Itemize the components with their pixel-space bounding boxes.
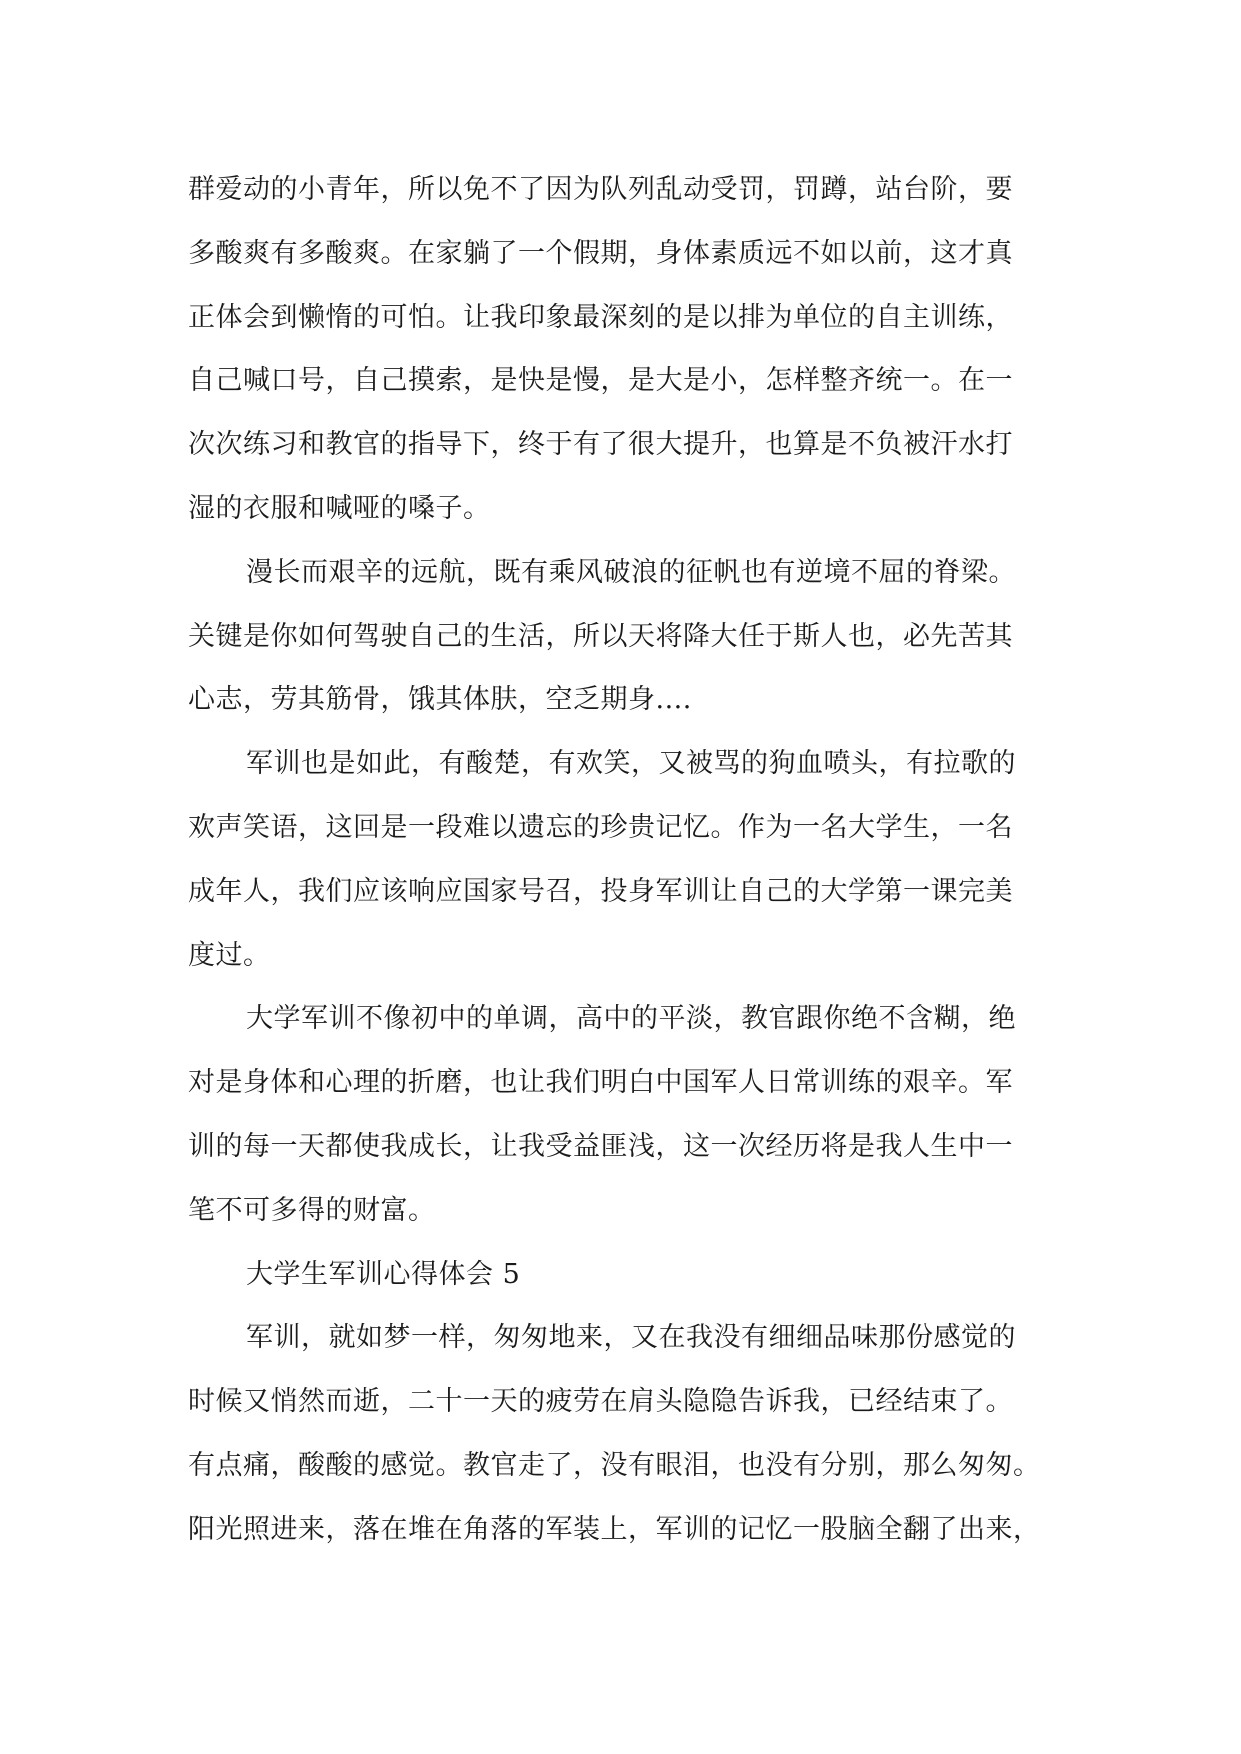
text-line: 正体会到懒惰的可怕。让我印象最深刻的是以排为单位的自主训练，	[188, 301, 1013, 333]
text-line: 欢声笑语，这回是一段难以遗忘的珍贵记忆。作为一名大学生，一名	[188, 811, 1013, 843]
text-line: 军训，就如梦一样，匆匆地来，又在我没有细细品味那份感觉的	[246, 1322, 1016, 1354]
document-body	[188, 158, 1056, 1562]
text-line: 度过。	[188, 939, 271, 971]
text-line: 时候又悄然而逝，二十一天的疲劳在肩头隐隐告诉我，已经结束了。	[188, 1386, 1013, 1418]
text-line: 关键是你如何驾驶自己的生活，所以天将降大任于斯人也，必先苦其	[188, 620, 1013, 652]
text-line: 军训也是如此，有酸楚，有欢笑，又被骂的狗血喷头，有拉歌的	[246, 748, 1016, 780]
text-line: 群爱动的小青年，所以免不了因为队列乱动受罚，罚蹲，站台阶，要	[188, 174, 1013, 205]
text-line: 有点痛，酸酸的感觉。教官走了，没有眼泪，也没有分别，那么匆匆。	[188, 1449, 1041, 1481]
text-line: 训的每一天都使我成长，让我受益匪浅，这一次经历将是我人生中一	[188, 1130, 1013, 1162]
text-line: 漫长而艰辛的远航，既有乘风破浪的征帆也有逆境不屈的脊梁。	[246, 556, 1016, 588]
text-line: 笔不可多得的财富。	[188, 1194, 436, 1226]
text-line: 多酸爽有多酸爽。在家躺了一个假期，身体素质远不如以前，这才真	[188, 237, 1013, 269]
text-line: 次次练习和教官的指导下，终于有了很大提升，也算是不负被汗水打	[188, 429, 1013, 461]
text-line: 对是身体和心理的折磨，也让我们明白中国军人日常训练的艰辛。军	[188, 1067, 1013, 1099]
text-line: 湿的衣服和喊哑的嗓子。	[188, 492, 491, 524]
text-line: 自己喊口号，自己摸索，是快是慢，是大是小，怎样整齐统一。在一	[188, 365, 1013, 397]
text-line: 心志，劳其筋骨，饿其体肤，空乏期身....	[188, 684, 692, 716]
text-line: 大学军训不像初中的单调，高中的平淡，教官跟你绝不含糊，绝	[246, 1003, 1016, 1035]
section-heading: 大学生军训心得体会 5	[246, 1258, 521, 1290]
text-line: 成年人，我们应该响应国家号召，投身军训让自己的大学第一课完美	[188, 875, 1013, 907]
text-line: 阳光照进来，落在堆在角落的军装上，军训的记忆一股脑全翻了出来，	[188, 1513, 1041, 1545]
